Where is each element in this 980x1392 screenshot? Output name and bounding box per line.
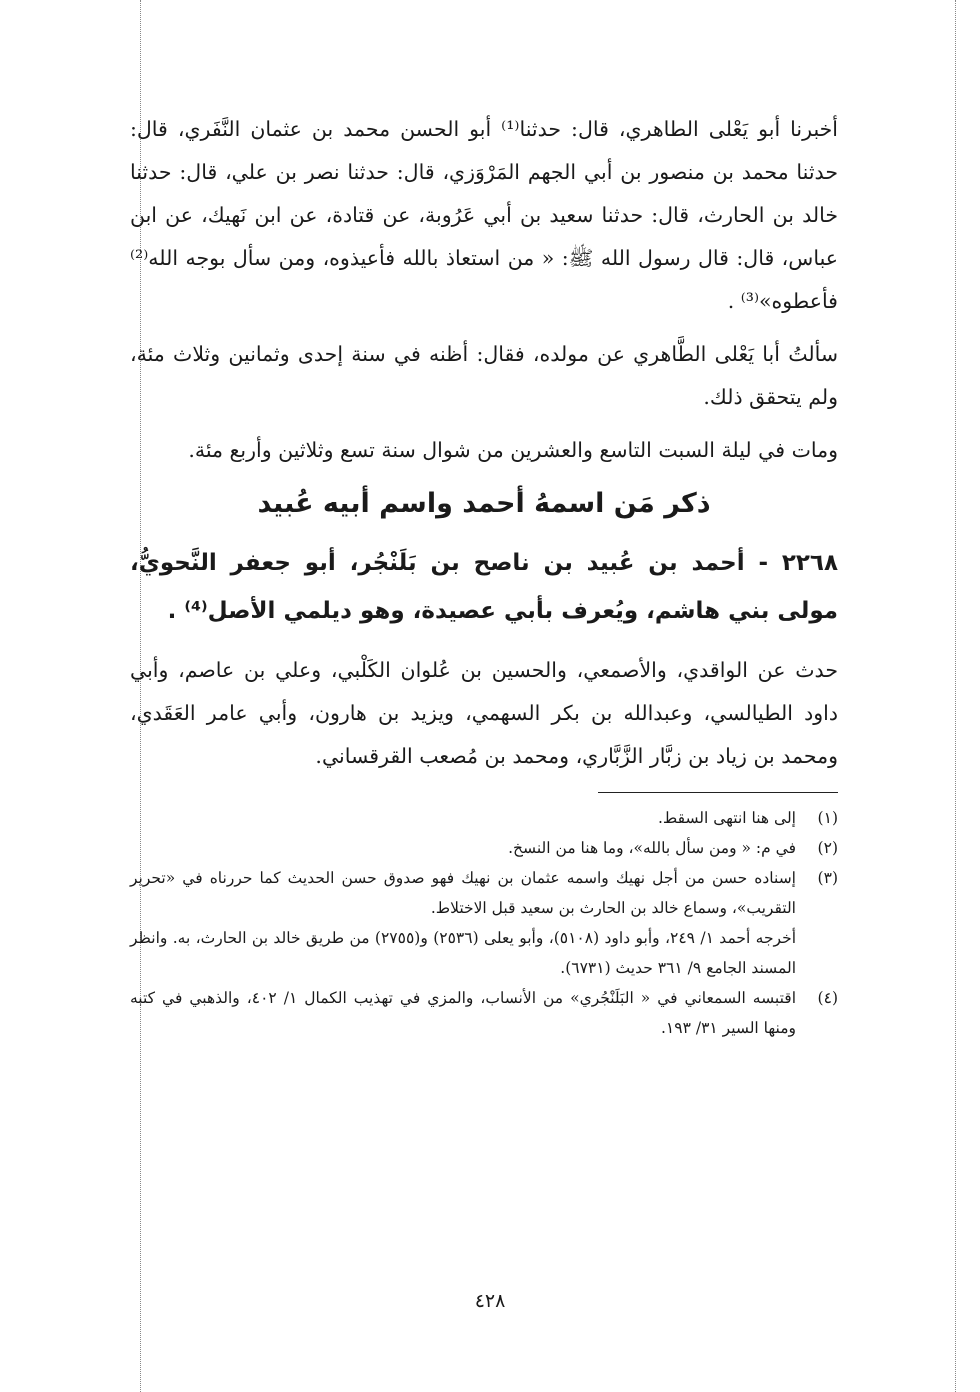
footnote-1: [130, 803, 838, 833]
biography-entry-title: ٢٢٦٨ - أحمد بن عُبيد بن ناصح بن بَلَنْجُر، أبو جعفر النَّحويُّ، مولى بني هاشم، ويُعرف بأبي عصيدة، وهو ديلمي الأصل⁽⁴⁾ .: [130, 550, 838, 624]
page-edge-right: [955, 0, 956, 1392]
footnote-3: [130, 863, 838, 923]
footnote-4: [130, 983, 838, 1043]
footnote-text: في م: « ومن سأل بالله»، وما هنا من النسخ.: [508, 839, 796, 857]
footnote-3-continuation: أخرجه أحمد ١/ ٢٤٩، وأبو داود (٥١٠٨)، وأبو يعلى (٢٥٣٦) و(٢٧٥٥) من طريق خالد بن الحارث، به. وانظر المسند الجامع ٩/ ٣٦١ حديث (٦٧٣١).: [130, 929, 796, 977]
page-body: [130, 108, 838, 1043]
paragraph-death: ومات في ليلة السبت التاسع والعشرين من شوال سنة تسع وثلاثين وأربع مئة.: [188, 438, 838, 462]
paragraph-hadith: أخبرنا أبو يَعْلى الطاهري، قال: حدثنا⁽¹⁾ أبو الحسن محمد بن عثمان النَّفَري، قال: حدثنا محمد بن منصور بن أبي الجهم المَرْوَزي، قال: حدثنا نصر بن علي، قال: حدثنا خالد بن الحارث، قال: حدثنا سعيد بن أبي عَرُوبة، عن قتادة، عن ابن نَهيك، عن ابن عباس، قال: قال رسول الله ﷺ: « من استعاذ بالله فأعيذوه، ومن سأل بوجه الله⁽²⁾ فأعطوه»⁽³⁾ .: [130, 117, 838, 313]
footnote-number: (٤): [817, 989, 838, 1007]
section-heading: ذكر مَن اسمهُ أحمد واسم أبيه عُبيد: [257, 488, 711, 519]
footnote-divider: [598, 792, 838, 793]
footnotes: [130, 803, 838, 1043]
footnote-number: (٣): [817, 869, 838, 887]
footnote-text: إلى هنا انتهى السقط.: [657, 809, 796, 827]
paragraph-gap: [130, 419, 838, 429]
paragraph-gap: [130, 323, 838, 333]
footnote-text: إسناده حسن من أجل نهيك واسمه عثمان بن نهيك فهو صدوق حسن الحديث كما حررناه في «تحرير التقريب»، وسماع خالد بن الحارث بن سعيد قبل الاختلاط.: [130, 869, 796, 917]
footnote-number: (١): [817, 809, 838, 827]
footnote-text: اقتبسه السمعاني في « البَلَنْجُري» من الأنساب، والمزي في تهذيب الكمال ١/ ٤٠٢، والذهبي في كتبه ومنها السير ٣١/ ١٩٣.: [130, 989, 796, 1037]
paragraph-narrators: حدث عن الواقدي، والأصمعي، والحسين بن عُلوان الكَلْبي، وعلي بن عاصم، وأبي داود الطيالسي، وعبدالله بن بكر السهمي، ويزيد بن هارون، وأبي عامر العَقَدي، ومحمد بن زياد بن زبَّار الزَّبَّاري، ومحمد بن مُصعب القرقساني.: [130, 658, 838, 768]
footnote-2: [130, 833, 838, 863]
footnote-number: (٢): [817, 839, 838, 857]
page-number: ٤٢٨: [474, 1290, 506, 1312]
paragraph-birth: سألتُ أبا يَعْلى الطَّاهري عن مولده، فقال: أظنه في سنة إحدى وثمانين وثلاث مئة، ولم يتحقق ذلك.: [130, 342, 838, 409]
